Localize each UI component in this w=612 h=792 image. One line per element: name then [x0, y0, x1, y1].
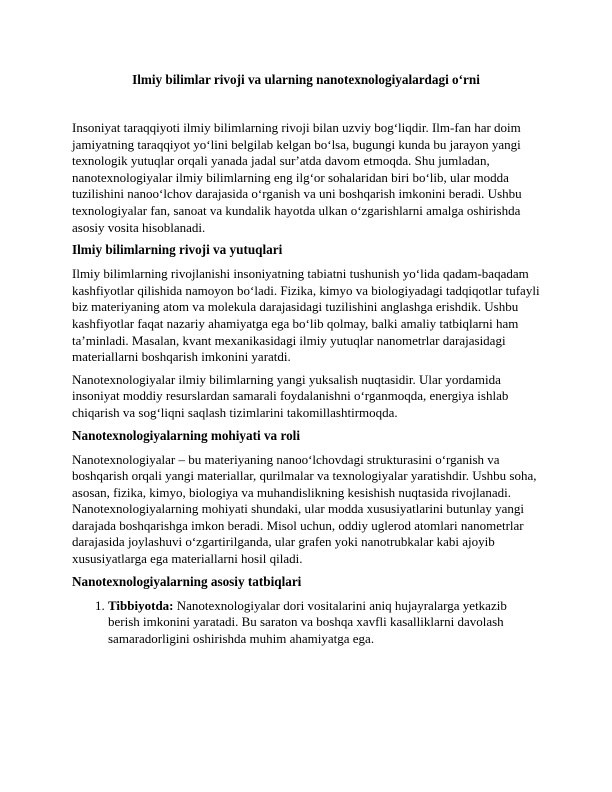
section-heading-ilmiy-bilimlar: Ilmiy bilimlarning rivoji va yutuqlari [72, 242, 283, 258]
document-body [72, 72, 540, 647]
list-item [108, 598, 540, 648]
section-2-paragraph-2: Nanotexnologiyalarning mohiyati shundaki, ular modda xususiyatlarini butunlay yangi darajada boshqarishga imkon beradi. Misol uchun, oddiy uglerod atomlari nanometrlar darajasida joylashuvi oʻzgartirilganda, ular grafen yoki nanotrubkalar kabi ajoyib xususiyatlarga ega materiallarni hosil qiladi. [72, 501, 525, 567]
section-1-paragraph-2: Nanotexnologiyalar ilmiy bilimlarning yangi yuksalish nuqtasidir. Ular yordamida insoniyat moddiy resurslardan samarali foydalanishni oʻrganmoqda, energiya ishlab chiqarish va sogʻliqni saqlash tizimlarini takomillashtirmoqda. [72, 371, 509, 420]
intro-paragraph: Insoniyat taraqqiyoti ilmiy bilimlarning rivoji bilan uzviy bogʻliqdir. Ilm-fan har doim jamiyatning taraqqiyot yoʻlini belgilab kelgan boʻlsa, bugungi kunda bu jarayon yangi texnologik yutuqlar orqali yanada jadal surʼatda davom etmoqda. Shu jumladan, nanotexnologiyalar ilmiy bilimlarning eng ilgʻor sohalaridan biri boʻlib, ular modda tuzilishini nanooʻlchov darajasida oʻrganish va uni boshqarish imkonini beradi. Ushbu texnologiyalar fan, sanoat va kundalik hayotda ulkan oʻzgarishlarni amalga oshirishda asosiy vosita hisoblanadi. [72, 120, 522, 235]
section-2-paragraph-1: Nanotexnologiyalar – bu materiyaning nanooʻlchovdagi strukturasini oʻrganish va boshqarish orqali yangi materiallar, qurilmalar va texnologiyalar yaratishdir. Ushbu soha, asosan, fizika, kimyo, biologiya va muhandislikning kesishish nuqtasida rivojlanadi. [72, 451, 537, 500]
section-heading-mohiyati: Nanotexnologiyalarning mohiyati va roli [72, 427, 300, 443]
document-title: Ilmiy bilimlar rivoji va ularning nanotexnologiyalardagi oʻrni [132, 72, 480, 87]
list-item-text: Nanotexnologiyalar dori vositalarini aniq hujayralarga yetkazib berish imkonini yaratadi. Bu saraton va boshqa xavfli kasalliklarni davolash samaradorligini oshirishda muhim ahamiyatga ega. [108, 597, 507, 646]
list-item-term: Tibbiyotda: [108, 597, 174, 613]
section-heading-tatbiqlari: Nanotexnologiyalarning asosiy tatbiqlari [72, 573, 302, 589]
section-1-paragraph-1: Ilmiy bilimlarning rivojlanishi insoniyatning tabiatni tushunish yoʻlida qadam-baqadam kashfiyotlar qilishida namoyon boʻladi. Fizika, kimyo va biologiyadagi tadqiqotlar tufayli biz materiyaning atom va molekula darajasidagi tuzilishini anglashga erishdik. Ushbu kashfiyotlar faqat nazariy ahamiyatga ega boʻlib qolmay, balki amaliy tatbiqlarni ham taʼminladi. Masalan, kvant mexanikasidagi ilmiy yutuqlar nanometrlar darajasidagi materiallarni boshqarish imkonini yaratdi. [72, 266, 540, 365]
applications-list [72, 598, 540, 648]
